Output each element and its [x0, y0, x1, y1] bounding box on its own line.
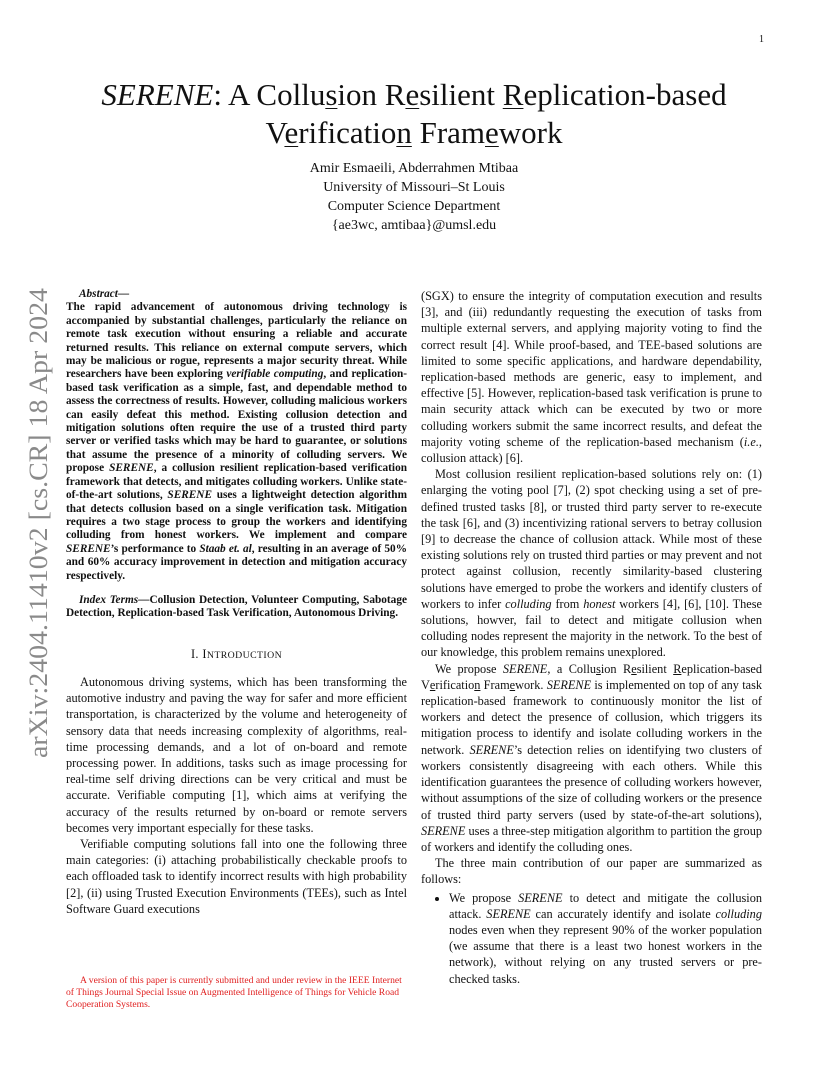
section-number: I.	[190, 646, 203, 661]
abstract-emphasis: SERENE	[167, 489, 212, 502]
paragraph-text: (SGX) to ensure the integrity of computation execution and results [3], and (iii) redundantly requesting the execution of tasks from multiple external servers, and applying majority voting to find the correct result [4]. While proof-based, and TEE-based solutions are limited to some specific applications, and hardware dependability, replication-based methods are generic, easy to implement, and effective [5]. However, replication-based task verification is prune to main security attack which can be executed by two or more colluding workers submit the same incorrect results, and defeat the majority voting scheme of the replication-based mechanism (	[421, 289, 762, 449]
arxiv-identifier: arXiv:2404.11410v2 [cs.CR] 18 Apr 2024	[24, 319, 53, 758]
list-text: We propose	[449, 890, 519, 905]
section-title-smallcaps: NTRODUCTION	[206, 649, 283, 661]
paragraph-emphasis: SERENE	[546, 677, 592, 692]
underlined-letter: R	[673, 661, 682, 676]
title-text: silient	[419, 77, 503, 112]
right-paragraph-1	[421, 288, 762, 466]
left-column	[66, 288, 407, 917]
paragraph-text: We propose	[435, 661, 503, 676]
footnote: A version of this paper is currently submitted and under review in the IEEE Internet of Things Journal Special Issue on Augmented Intelligence of Things for Vehicle Road Cooperation Systems.	[66, 975, 402, 1010]
paragraph-text: is implemented on top of any task replication-based framework to continuously monitor the list of workers and detect the presence of collusion, which triggers its mitigation process to identify and isolate colluding workers in the network.	[421, 677, 763, 757]
abstract-emphasis: SERENE	[66, 542, 111, 555]
title-text: Fram	[411, 115, 486, 150]
paragraph-text: eplication-based V	[421, 661, 762, 692]
right-paragraph-2	[421, 466, 762, 660]
paragraph-text: , collusion attack) [6].	[421, 434, 762, 466]
title-name: SERENE	[101, 77, 214, 112]
list-text: can accurately identify and isolate	[530, 906, 716, 921]
title-underlined-letter: e	[405, 77, 420, 112]
paragraph-text: rificatio	[435, 677, 475, 692]
title-text: ion R	[337, 77, 406, 112]
abstract-emphasis: verifiable computing	[226, 368, 324, 381]
paragraph-text: from	[551, 596, 584, 611]
title-text: rificatio	[298, 115, 397, 150]
paragraph-emphasis: i.e.	[743, 434, 759, 449]
paragraph-emphasis: SERENE	[502, 661, 548, 676]
page-number: 1	[759, 34, 764, 45]
intro-paragraph-1: Autonomous driving systems, which has been transforming the automotive industry and paving the way for safer and more efficient transportation, is characterized by the volume and heterogeneity of sensory data that needs increasing complexity of algorithms, real-time processing demands, and a lot of on-board and remote processing power. In additions, tasks such as image processing for real-time self driving directions can be very critical and must be accurate. Verifiable computing [1], which aims at verifying the accuracy of the results returned by on-board or remote servers becomes very important especially for these tasks.	[66, 674, 407, 835]
paragraph-text: ion R	[600, 661, 632, 676]
abstract-text: , resulting in an average of 50% and 60% accuracy improvement in detection and mitigation accuracy respectively.	[66, 542, 408, 582]
right-paragraph-3	[421, 661, 762, 855]
list-emphasis: SERENE	[486, 906, 531, 921]
abstract-text: , and replication-based task verification as a simple, fast, and dependable method to assess the correctness of results. However, colluding malicious workers can easily defeat this method. Existing collusion detection and mitigation solutions often require the use of a trusted third party server or verified tasks which may be hard to guarantee, or solutions that assume the presence of a minority of colluding servers. We propose	[66, 368, 408, 475]
abstract	[66, 288, 407, 583]
paragraph-text: workers [4], [6], [10]. These solutions, howver, fail to detect and mitigate collusion when colluding nodes represent the majority in the network. To the best of our knowledge, this problem remains unexplored.	[421, 596, 762, 660]
abstract-label: Abstract—	[79, 288, 130, 300]
paper-title	[40, 76, 788, 152]
paragraph-text: silient	[636, 661, 674, 676]
section-heading-introduction	[66, 646, 407, 664]
author-names: Amir Esmaeili, Abderrahmen Mtibaa	[309, 161, 519, 176]
index-terms-label: Index Terms	[79, 593, 139, 606]
underlined-letter: e	[509, 677, 516, 692]
intro-paragraph-2: Verifiable computing solutions fall into one the following three main categories: (i) attaching probabilistically checkable proofs to each offloaded task to identify incorrect results with high probability [2], (ii) using Trusted Execution Environments (TEEs), such as Intel Software Guard executions	[66, 836, 407, 916]
right-column	[421, 288, 762, 987]
contribution-item	[449, 890, 762, 987]
author-department: Computer Science Department	[327, 199, 501, 214]
abstract-text: , a collusion resilient replication-based verification framework that detects, and mitigates colluding workers. Unlike state-of-the-art solutions,	[66, 462, 407, 502]
list-text: to detect and mitigate the collusion attack.	[449, 890, 762, 921]
paragraph-text: Most collusion resilient replication-based solutions rely on: (1) enlarging the voting pool [7], (2) spot checking using a set of pre-defined trusted tasks [8], or trusted third party server to re-execute the task [6], and (3) incentivizing rational servers to betray collusion [9] to decrease the chance of collusion attack. While most of these existing solutions rely on trusted third parties or may prevent and not protect against collusion, recently similarity-based clustering solutions have emerged to probe the workers and identify clusters of workers to infer	[421, 467, 762, 611]
title-text: V	[265, 115, 285, 150]
title-underlined-letter: R	[502, 77, 524, 112]
title-text: : A Collu	[213, 77, 326, 112]
title-underlined-letter: n	[396, 115, 412, 150]
abstract-emphasis: Staab et. al	[199, 542, 252, 555]
underlined-letter: s	[596, 661, 601, 676]
abstract-text: uses a lightweight detection algorithm that detects collusion based on a single verification task. Mitigation requires a two stage process to group the workers and identifying colluding from honest workers. We implement and compare	[66, 489, 407, 542]
author-block	[114, 159, 714, 235]
abstract-text: The rapid advancement of autonomous driving technology is accompanied by substantial challenges, particularly the reliance on remote task execution without ensuring a reliable and accurate returned results. This reliance on external compute servers, which may be malicious or rogue, represents a major security threat. While researchers have been exploring	[66, 301, 407, 381]
title-text: work	[498, 115, 563, 150]
list-emphasis: colluding	[715, 906, 762, 921]
author-affiliation: University of Missouri–St Louis	[323, 180, 505, 195]
contribution-list	[421, 890, 762, 987]
abstract-emphasis: SERENE	[109, 462, 154, 475]
paragraph-emphasis: colluding	[505, 596, 552, 611]
index-terms-text: —Collusion Detection, Volunteer Computing, Sabotage Detection, Replication-based Task Verification, Autonomous Driving.	[66, 593, 407, 620]
paragraph-emphasis: SERENE	[469, 742, 514, 757]
paragraph-text: , a Collu	[547, 661, 597, 676]
section-title-initial: I	[202, 646, 207, 661]
abstract-text: ’s performance to	[110, 542, 200, 555]
underlined-letter: e	[631, 661, 637, 676]
paragraph-text: work.	[515, 677, 547, 692]
paragraph-text: Fram	[480, 677, 510, 692]
underlined-letter: n	[474, 677, 481, 692]
title-underlined-letter: e	[284, 115, 299, 150]
underlined-letter: e	[429, 677, 436, 692]
title-underlined-letter: s	[325, 77, 338, 112]
paragraph-emphasis: honest	[583, 596, 616, 611]
title-text: eplication-based	[523, 77, 727, 112]
title-underlined-letter: e	[485, 115, 499, 150]
paragraph-text: uses a three-step mitigation algorithm to partition the group of workers and identify the colluding ones.	[421, 823, 762, 854]
paragraph-text: ’s detection relies on identifying two clusters of workers consistently disagreeing with each others. While this identification guarantees the presence of colluding workers however, without assumptions of the size of colluding workers or the presence of trusted third party servers (used by state-of-the-art solutions),	[421, 742, 762, 822]
index-terms	[66, 594, 407, 621]
paragraph-emphasis: SERENE	[421, 823, 466, 838]
arxiv-sidebar-stamp	[18, 286, 58, 760]
list-text: nodes even when they represent 90% of the worker population (we assume that there is a least two honest workers in the network), without relying on any trusted servers or pre-checked tasks.	[449, 922, 762, 986]
list-emphasis: SERENE	[518, 890, 563, 905]
right-paragraph-4: The three main contribution of our paper are summarized as follows:	[421, 856, 762, 887]
author-emails: {ae3wc, amtibaa}@umsl.edu	[331, 218, 497, 233]
